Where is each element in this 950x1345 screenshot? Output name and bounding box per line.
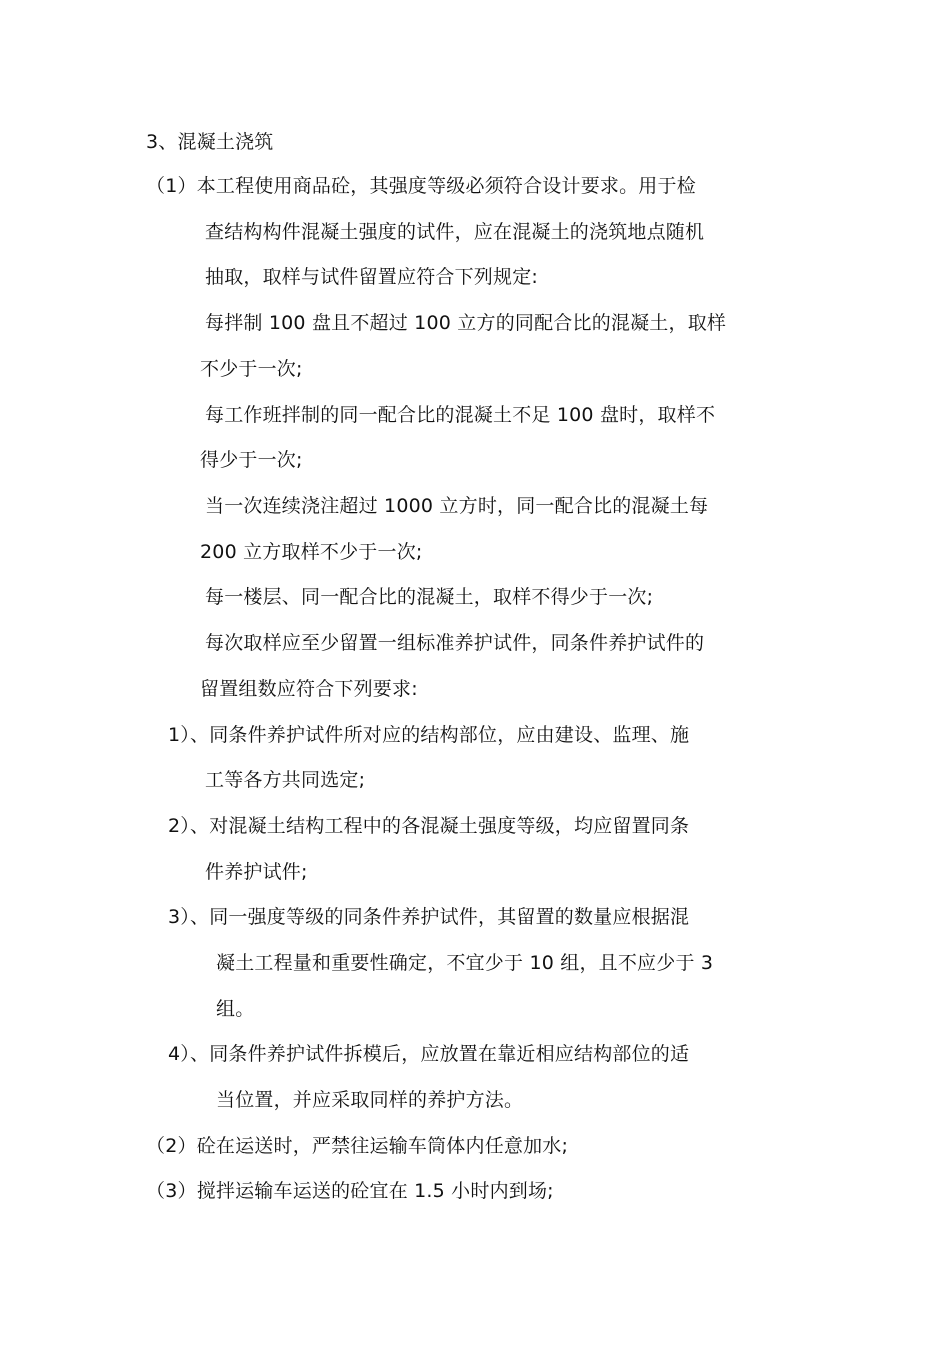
text-line: 每工作班拌制的同一配合比的混凝土不足 100 盘时，取样不 xyxy=(205,404,716,426)
list-item: 1）、同条件养护试件所对应的结构部位，应由建设、监理、施 xyxy=(168,724,690,746)
text-line: 凝土工程量和重要性确定，不宜少于 10 组，且不应少于 3 xyxy=(216,952,714,974)
list-item: 3）、同一强度等级的同条件养护试件，其留置的数量应根据混 xyxy=(168,906,690,928)
text-line: 留置组数应符合下列要求: xyxy=(200,678,418,700)
text-line: 每次取样应至少留置一组标准养护试件，同条件养护试件的 xyxy=(205,632,705,654)
text-line: 不少于一次; xyxy=(200,358,303,380)
section-heading: 3、混凝土浇筑 xyxy=(146,131,274,153)
text-line: 每一楼层、同一配合比的混凝土，取样不得少于一次; xyxy=(205,586,654,608)
text-line: 查结构构件混凝土强度的试件，应在混凝土的浇筑地点随机 xyxy=(205,221,705,243)
list-item: 2）、对混凝土结构工程中的各混凝土强度等级，均应留置同条 xyxy=(168,815,690,837)
text-line: 抽取，取样与试件留置应符合下列规定: xyxy=(205,266,539,288)
text-line: 组。 xyxy=(216,998,255,1020)
text-line: 当一次连续浇注超过 1000 立方时，同一配合比的混凝土每 xyxy=(205,495,709,517)
text-line: （1）本工程使用商品砼，其强度等级必须符合设计要求。用于检 xyxy=(146,175,696,197)
text-line: 件养护试件; xyxy=(205,861,308,883)
text-line: 200 立方取样不少于一次; xyxy=(200,541,423,563)
text-line: （3）搅拌运输车运送的砼宜在 1.5 小时内到场; xyxy=(146,1180,554,1202)
text-line: 当位置，并应采取同样的养护方法。 xyxy=(216,1089,524,1111)
list-item: 4）、同条件养护试件拆模后，应放置在靠近相应结构部位的适 xyxy=(168,1043,690,1065)
text-line: 得少于一次; xyxy=(200,449,303,471)
text-line: 每拌制 100 盘且不超过 100 立方的同配合比的混凝土，取样 xyxy=(205,312,727,334)
text-line: 工等各方共同选定; xyxy=(205,769,366,791)
text-line: （2）砼在运送时，严禁往运输车筒体内任意加水; xyxy=(146,1135,569,1157)
